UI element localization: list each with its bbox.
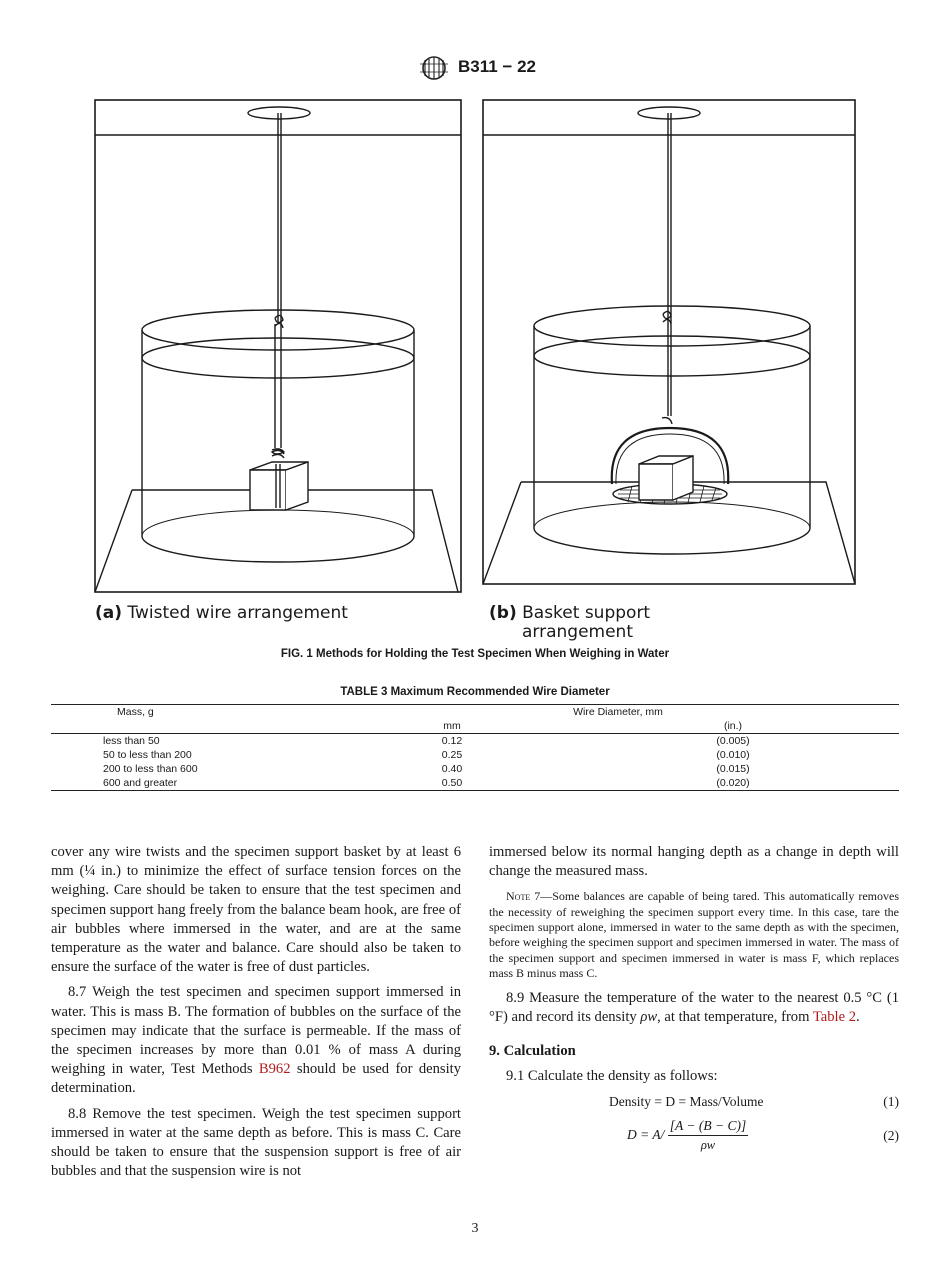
caption-b-letter: (b) bbox=[489, 603, 517, 623]
equation-2-lhs: D = A/ bbox=[627, 1126, 665, 1142]
wire-diameter-table bbox=[51, 704, 899, 791]
cell-in: (0.015) bbox=[716, 763, 750, 775]
equation-1 bbox=[489, 1092, 899, 1116]
equation-2-fraction bbox=[668, 1116, 748, 1155]
cell-mass: less than 50 bbox=[103, 735, 160, 747]
paragraph-8-8: 8.8 Remove the test specimen. Weigh the test specimen support immersed in water at the same depth as before. This is mass C. Care should be taken to ensure that the suspension support is free of air bubbles and that the suspension wire is not bbox=[51, 1105, 461, 1180]
caption-b-text-line1: Basket support bbox=[522, 603, 651, 623]
note-text: —Some balances are capable of being tared. This automatically removes the necessity of reweighing the specimen support every time. In this case, tare the specimen support alone, immersed in water to the same depth as with the specimen, before weighing the specimen support and specimen immersed in water. The mass of the specimen support and specimen immersed in water is mass F, which replaces mass B minus mass C. bbox=[489, 889, 899, 980]
header-wire-diameter: Wire Diameter, mm bbox=[573, 706, 663, 718]
equation-2-number: (2) bbox=[883, 1128, 899, 1143]
cell-mass: 600 and greater bbox=[51, 776, 337, 791]
cell-mm: 0.12 bbox=[441, 735, 463, 747]
page-header bbox=[0, 54, 950, 84]
page-number: 3 bbox=[471, 1221, 479, 1236]
panel-a-twisted-wire bbox=[95, 100, 461, 592]
subheader-mm: mm bbox=[337, 719, 567, 734]
table-row bbox=[51, 762, 899, 776]
right-column bbox=[489, 843, 899, 1156]
section-heading-calculation: 9. Calculation bbox=[489, 1042, 576, 1059]
equation-1-number: (1) bbox=[883, 1094, 899, 1109]
cell-in: (0.020) bbox=[567, 776, 899, 791]
equation-1-body: Density = D = Mass/Volume bbox=[609, 1094, 764, 1109]
paragraph-continuation: cover any wire twists and the specimen support basket by at least 6 mm (¼ in.) to minimize the effect of surface tension forces on the weighing. Care should be taken to ensure that the test specimen and specimen support hang freely from the balance beam hook, are free of air bubbles where immersed in the water, and are at the same temperature as the water and balance. Care should also be taken to ensure the surface of the water is free of dust particles. bbox=[51, 844, 461, 976]
cell-in: (0.010) bbox=[716, 749, 750, 761]
equation-2 bbox=[489, 1116, 899, 1156]
cell-mass: 50 to less than 200 bbox=[103, 749, 192, 761]
equation-2-numerator: [A − (B − C)] bbox=[668, 1116, 748, 1136]
figure-caption-b bbox=[489, 604, 709, 642]
paragraph-9-1: 9.1 Calculate the density as follows: bbox=[506, 1067, 718, 1084]
paragraph-8-9: 8.9 Measure the temperature of the water to the nearest 0.5 °C (1 °F) and record its density ρw, at that temperature, from Table 2. bbox=[489, 990, 899, 1026]
note-7 bbox=[489, 889, 899, 981]
cell-mass: 200 to less than 600 bbox=[103, 763, 198, 775]
figure-1 bbox=[92, 98, 858, 646]
subheader-in: (in.) bbox=[567, 719, 899, 734]
link-b962[interactable]: B962 bbox=[258, 1061, 291, 1078]
cell-in: (0.005) bbox=[716, 735, 750, 747]
panel-b-basket-support bbox=[483, 100, 855, 584]
caption-b-text-line2: arrangement bbox=[522, 622, 633, 642]
header-mass: Mass, g bbox=[117, 706, 154, 718]
table-row bbox=[51, 748, 899, 762]
cell-mm: 0.50 bbox=[337, 776, 567, 791]
table-subheader-row bbox=[51, 719, 899, 734]
table-row bbox=[51, 776, 899, 791]
table-row bbox=[51, 734, 899, 749]
figure-caption-a bbox=[95, 604, 348, 623]
note-label: Note 7 bbox=[506, 889, 541, 904]
document-designation: B311 − 22 bbox=[458, 57, 536, 76]
table-title: TABLE 3 Maximum Recommended Wire Diameter bbox=[340, 686, 610, 698]
table-header-row bbox=[51, 705, 899, 720]
figure-title: FIG. 1 Methods for Holding the Test Specimen When Weighing in Water bbox=[280, 648, 670, 660]
paragraph-continuation-right: immersed below its normal hanging depth as a change in depth will change the measured mass. bbox=[489, 844, 899, 880]
figure-1-drawing bbox=[92, 98, 858, 598]
left-column bbox=[51, 843, 461, 1187]
rho-w-symbol: ρw bbox=[640, 1009, 658, 1026]
cell-mm: 0.25 bbox=[441, 749, 463, 761]
paragraph-8-7: 8.7 Weigh the test specimen and specimen support immersed in water. This is mass B. The formation of bubbles on the surface of the specimen may indicate that the surface is permeable. If the mass of the specimen increases by more than 0.01 % of mass A during weighing in water, Test Methods B962 should be used for density determination. bbox=[51, 984, 461, 1097]
caption-a-letter: (a) bbox=[95, 603, 123, 623]
cell-mm: 0.40 bbox=[441, 763, 463, 775]
caption-a-text: Twisted wire arrangement bbox=[127, 603, 348, 623]
equation-2-denominator: ρw bbox=[700, 1138, 716, 1153]
link-table-2[interactable]: Table 2 bbox=[812, 1009, 856, 1026]
astm-logo-icon bbox=[416, 54, 452, 82]
